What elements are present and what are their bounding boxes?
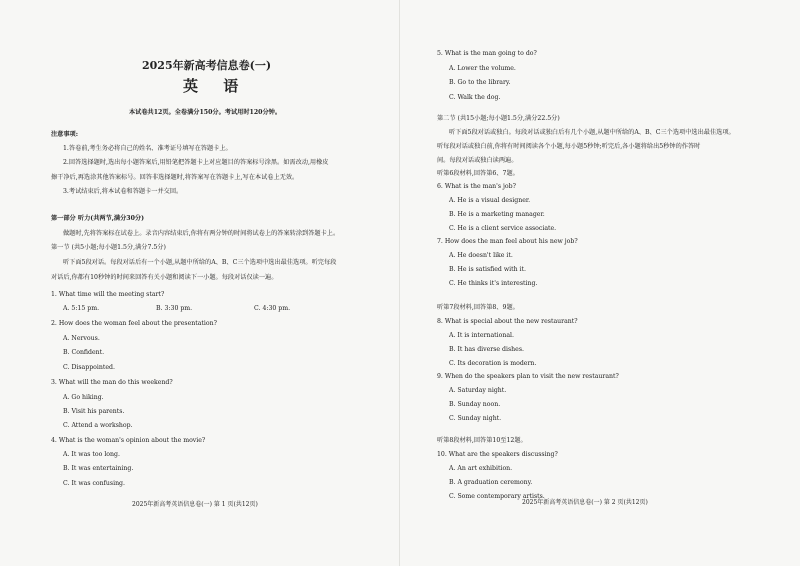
q3-option-a: A. Go hiking. <box>63 394 104 401</box>
q4-option-c: C. It was confusing. <box>63 480 125 487</box>
section2-intro-1: 听下面5段对话或独白。每段对话或独白后有几个小题,从题中所给的A、B、C三个选项中选出最佳选项。 <box>449 129 735 136</box>
q2-option-c: C. Disappointed. <box>63 364 115 371</box>
section1-intro-1: 听下面5段对话。每段对话后有一个小题,从题中所给的A、B、C三个选项中选出最佳选项。听完每段 <box>63 259 337 266</box>
q10-option-c: C. Some contemporary artists. <box>449 493 545 500</box>
page-1-footer: 2025年新高考英语信息卷(一) 第 1 页(共12页) <box>132 501 258 508</box>
page-2 <box>400 0 800 566</box>
q3-option-b: B. Visit his parents. <box>63 408 125 415</box>
q2-option-a: A. Nervous. <box>63 335 100 342</box>
page-2-footer: 2025年新高考英语信息卷(一) 第 2 页(共12页) <box>522 499 648 506</box>
q6-option-c: C. He is a client service associate. <box>449 225 557 232</box>
q6-option-b: B. He is a marketing manager. <box>449 211 545 218</box>
q1-option-c: C. 4:30 pm. <box>254 305 291 312</box>
q8-option-b: B. It has diverse dishes. <box>449 346 524 353</box>
part1-heading: 第一部分 听力(共两节,满分30分) <box>51 215 145 222</box>
q1-option-a: A. 5:15 pm. <box>63 305 100 312</box>
section2-intro-3: 间。每段对话或独白读两遍。 <box>437 157 518 164</box>
q4-option-a: A. It was too long. <box>63 451 120 458</box>
q10-option-a: A. An art exhibition. <box>449 465 513 472</box>
q9-option-c: C. Sunday night. <box>449 415 502 422</box>
section2-intro-2: 听每段对话或独白前,你将有时间阅读各个小题,每小题5秒钟;听完后,各小题将给出5秒钟的作答时 <box>437 143 701 150</box>
question-5: 5. What is the man going to do? <box>437 50 537 57</box>
q10-option-b: B. A graduation ceremony. <box>449 479 533 486</box>
part1-instruction: 做题时,先将答案标在试卷上。录音内容结束后,你将有两分钟的时间将试卷上的答案转涂到答题卡上。 <box>63 230 340 237</box>
exam-title: 2025年新高考信息卷(一) <box>142 59 272 72</box>
q9-option-a: A. Saturday night. <box>449 387 507 394</box>
material-7-heading: 听第7段材料,回答第8、9题。 <box>437 304 519 311</box>
section1-heading: 第一节 (共5小题;每小题1.5分,满分7.5分) <box>51 244 166 251</box>
notice-1: 1.答卷前,考生务必将自己的姓名、准考证号填写在答题卡上。 <box>63 145 232 152</box>
notice-2: 2.回答选择题时,选出每小题答案后,用铅笔把答题卡上对应题目的答案标号涂黑。如需改动,用橡皮 <box>63 159 329 166</box>
question-7: 7. How does the man feel about his new job? <box>437 238 578 245</box>
material-8-heading: 听第8段材料,回答第10至12题。 <box>437 437 527 444</box>
q7-option-a: A. He doesn't like it. <box>449 252 513 259</box>
section1-intro-2: 对话后,你都有10秒钟的时间来回答有关小题和阅读下一小题。每段对话仅读一遍。 <box>51 274 278 281</box>
section2-heading: 第二节 (共15小题;每小题1.5分,满分22.5分) <box>437 115 560 122</box>
question-6: 6. What is the man's job? <box>437 183 516 190</box>
q8-option-c: C. Its decoration is modern. <box>449 360 537 367</box>
q3-option-c: C. Attend a workshop. <box>63 422 133 429</box>
question-8: 8. What is special about the new restaurant? <box>437 318 578 325</box>
q5-option-c: C. Walk the dog. <box>449 94 501 101</box>
q2-option-b: B. Confident. <box>63 349 105 356</box>
notice-3: 3.考试结束后,将本试卷和答题卡一并交回。 <box>63 188 183 195</box>
q1-option-b: B. 3:30 pm. <box>156 305 193 312</box>
q8-option-a: A. It is international. <box>449 332 514 339</box>
q6-option-a: A. He is a visual designer. <box>449 197 531 204</box>
notice-heading: 注意事项: <box>51 131 79 138</box>
q5-option-b: B. Go to the library. <box>449 79 511 86</box>
q9-option-b: B. Sunday noon. <box>449 401 501 408</box>
notice-2-cont: 擦干净后,再选涂其他答案标号。回答非选择题时,将答案写在答题卡上,写在本试卷上无效。 <box>51 174 299 181</box>
q5-option-a: A. Lower the volume. <box>449 65 516 72</box>
q7-option-b: B. He is satisfied with it. <box>449 266 526 273</box>
q7-option-c: C. He thinks it's interesting. <box>449 280 538 287</box>
question-2: 2. How does the woman feel about the presentation? <box>51 320 217 327</box>
material-6-heading: 听第6段材料,回答第6、7题。 <box>437 170 519 177</box>
q4-option-b: B. It was entertaining. <box>63 465 134 472</box>
question-4: 4. What is the woman's opinion about the movie? <box>51 437 206 444</box>
question-10: 10. What are the speakers discussing? <box>437 451 558 458</box>
question-3: 3. What will the man do this weekend? <box>51 379 173 386</box>
question-1: 1. What time will the meeting start? <box>51 291 165 298</box>
exam-meta: 本试卷共12页。全卷满分150分。考试用时120分钟。 <box>129 109 282 116</box>
subject-title: 英 语 <box>183 77 249 95</box>
question-9: 9. When do the speakers plan to visit the new restaurant? <box>437 373 619 380</box>
